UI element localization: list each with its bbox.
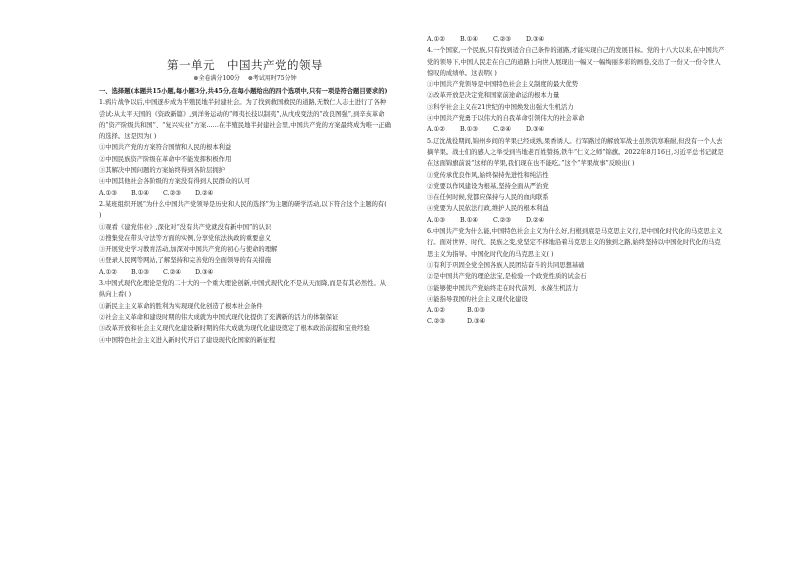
question-options — [99, 267, 391, 278]
question-item: ②中国民族资产阶级在革命中不能发挥积极作用 — [99, 155, 232, 163]
option-c[interactable]: C.②③ — [493, 36, 511, 43]
right-column — [427, 0, 725, 328]
question-item: ②是中国共产党的理论法宝,是检验一个政党性质的试金石 — [427, 273, 587, 281]
option-c[interactable]: C.②③ — [163, 189, 181, 197]
option-b[interactable]: B.①④ — [131, 189, 149, 197]
option-c[interactable]: C.②④ — [163, 268, 181, 276]
section-heading: 一、选择题(本题共15小题,每小题3分,共45分,在每小题给出的四个选项中,只有一项是符合题目要求的) — [99, 88, 388, 95]
question-item: ①中国共产党的方案符合国情和人民的根本利益 — [99, 144, 232, 152]
title-main: 中国共产党的领导 — [227, 58, 323, 72]
question-item: ②改革开放是决定党和国家前途命运的根本力量 — [427, 92, 560, 100]
option-d[interactable]: D.②④ — [526, 216, 545, 224]
question-options-row-1 — [427, 305, 725, 316]
question-item: ②社会主义革命和建设时期的伟大成就为中国式现代化提供了充满新的活力的体制保证 — [99, 313, 339, 321]
question-1 — [99, 97, 391, 199]
question-item: ④登录人民网等网站,了解坚持和完善党的全面领导的有关措施 — [99, 257, 272, 265]
option-d[interactable]: D.③④ — [526, 126, 545, 134]
option-a[interactable]: A.①③ — [99, 189, 117, 197]
question-stem: 6.中国共产党为什么能,中国特色社会主义为什么好,归根到底是马克思主义行,是中国化时代化的马克思主义行。面对世界、时代、民族之变,党坚定不移地沿着马克思主义的独到之路,始终坚持以中国化时代化的马克思主义为指导。中国化时代化的马克思主义( ) — [427, 228, 723, 258]
left-column — [99, 0, 391, 346]
question-stem: 4.一个国家,一个民族,只有找到适合自己条件的道路,才能实现自己的发展目标。党的十八大以来,在中国共产党的领导下,中国人民走在自己的道路上向世人展现出一幅又一幅绚丽多彩的画卷,交出了一份又一份令世人惊叹的成绩单。这表明( ) — [427, 47, 725, 77]
meta-time: ⊗考试用时75分钟 — [247, 75, 297, 82]
question-stem: 2.某班组织开展“为什么中国共产党领导是历史和人民的选择”为主题的研学活动,以下符合这个主题的有( ) — [99, 200, 387, 220]
question-stem: 5.辽沈战役期间,锦州乡间的苹果已经成熟,果香诱人。行军路过的解放军战士虽然饥寒难耐,但没有一个人去摘苹果。战士们的感人之举受到当地老百姓赞扬,铁牛“仁义之师”锦旗。2022年8月16日,习近平总书记就是在这面锦旗前说“这样的苹果,我们现在也不能吃。”这个“苹果故事”反映出( ) — [427, 137, 724, 168]
meta-score: ⊗全卷满分100分 — [193, 75, 240, 82]
option-c[interactable]: C.②③ — [427, 318, 445, 326]
option-b[interactable]: B.①③ — [467, 307, 485, 315]
question-item: ④中国特色社会主义进入新时代开启了建设现代化国家的新征程 — [99, 336, 276, 344]
option-c[interactable]: C.②③ — [493, 216, 511, 224]
option-a[interactable]: A.①③ — [427, 216, 445, 224]
question-item: ①党传承优良作风,始终保持先进性和纯洁性 — [427, 171, 549, 179]
page-title — [99, 58, 391, 72]
question-item: ③其解决中国问题的方案始终得到各阶层拥护 — [99, 167, 225, 175]
question-stem: 3.中国式现代化理论是党的二十大的一个重大理论创新,中国式现代化不是从天而降,而是有其必然性。从纵向上看( ) — [99, 280, 387, 299]
question-3 — [99, 278, 391, 346]
option-c[interactable]: C.②④ — [493, 126, 511, 134]
question-item: ④中国其他社会各阶级的方案没有得到人民群众的认可 — [99, 178, 251, 186]
exam-meta — [99, 74, 391, 84]
option-a[interactable]: A.①② — [427, 307, 445, 315]
question-item: ③在任何时候,党都应保持与人民的血肉联系 — [427, 194, 549, 202]
option-b[interactable]: B.①③ — [131, 268, 149, 276]
question-2 — [99, 199, 391, 278]
question-options — [427, 124, 725, 135]
question-item: ②党要以作风建设为根基,坚持全面从严治党 — [427, 182, 549, 190]
question-options-row-2 — [427, 316, 725, 327]
question-6 — [427, 226, 725, 328]
question-item: ③科学社会主义在21世纪的中国焕发出强大生机活力 — [427, 103, 574, 111]
option-d[interactable]: D.③④ — [195, 268, 214, 276]
option-d[interactable]: D.③④ — [526, 36, 545, 43]
title-unit: 第一单元 — [167, 58, 215, 72]
question-5 — [427, 136, 725, 226]
question-item: ③能够使中国共产党始终走在时代前列、永葆生机活力 — [427, 284, 579, 292]
question-3-options — [427, 34, 725, 45]
option-a[interactable]: A.①② — [99, 268, 117, 276]
question-item: ④党要为人民依法行政,维护人民的根本利益 — [427, 205, 549, 213]
option-a[interactable]: A.①② — [427, 36, 445, 43]
question-item: ①有利于巩固全党全国各族人民团结奋斗的共同思想基础 — [427, 261, 585, 269]
question-item: ④中国共产党勇于以伟大的自我革命引领伟大的社会革命 — [427, 115, 585, 123]
question-item: ②搜集党在带头守法等方面的实例,分享党依法执政的重要意义 — [99, 234, 272, 242]
question-stem: 1.鸦片战争以后,中国逐步成为半殖民地半封建社会。为了找到救国救民的道路,无数仁人志士进行了各种尝试:从太平天国的《资政新篇》,到洋务运动的“师夷长技以制夷”,从戊戌变法的“改良图强”,到辛亥革命的“资产阶级共和国”、“复兴实业”方案……在半殖民地半封建社会里,中国共产党的方案最终成为唯一正确的选择。这是因为( ) — [99, 99, 391, 141]
question-item: ③开展党史学习教育活动,加深对中国共产党的初心与使命的理解 — [99, 246, 278, 254]
question-item: ①观看《建党伟业》,深化对“没有共产党就没有新中国”的认识 — [99, 223, 272, 231]
question-options — [99, 188, 391, 199]
question-item: ④能指导我国的社会主义现代化建设 — [427, 295, 528, 303]
question-item: ①中国共产党领导是中国特色社会主义制度的最大优势 — [427, 81, 579, 89]
question-item: ①新民主主义革命的胜利为实现现代化创造了根本社会条件 — [99, 302, 263, 310]
option-a[interactable]: A.①② — [427, 126, 445, 134]
option-b[interactable]: B.①③ — [460, 126, 478, 134]
option-b[interactable]: B.①④ — [460, 216, 478, 224]
question-4 — [427, 45, 725, 135]
question-item: ③改革开放和社会主义现代化建设新时期的伟大成就为现代化建设奠定了根本政治前提和宝贵经验 — [99, 325, 370, 333]
option-b[interactable]: B.①④ — [460, 36, 478, 43]
question-options — [427, 215, 725, 226]
option-d[interactable]: D.②④ — [195, 189, 214, 197]
option-d[interactable]: D.③④ — [467, 318, 486, 326]
